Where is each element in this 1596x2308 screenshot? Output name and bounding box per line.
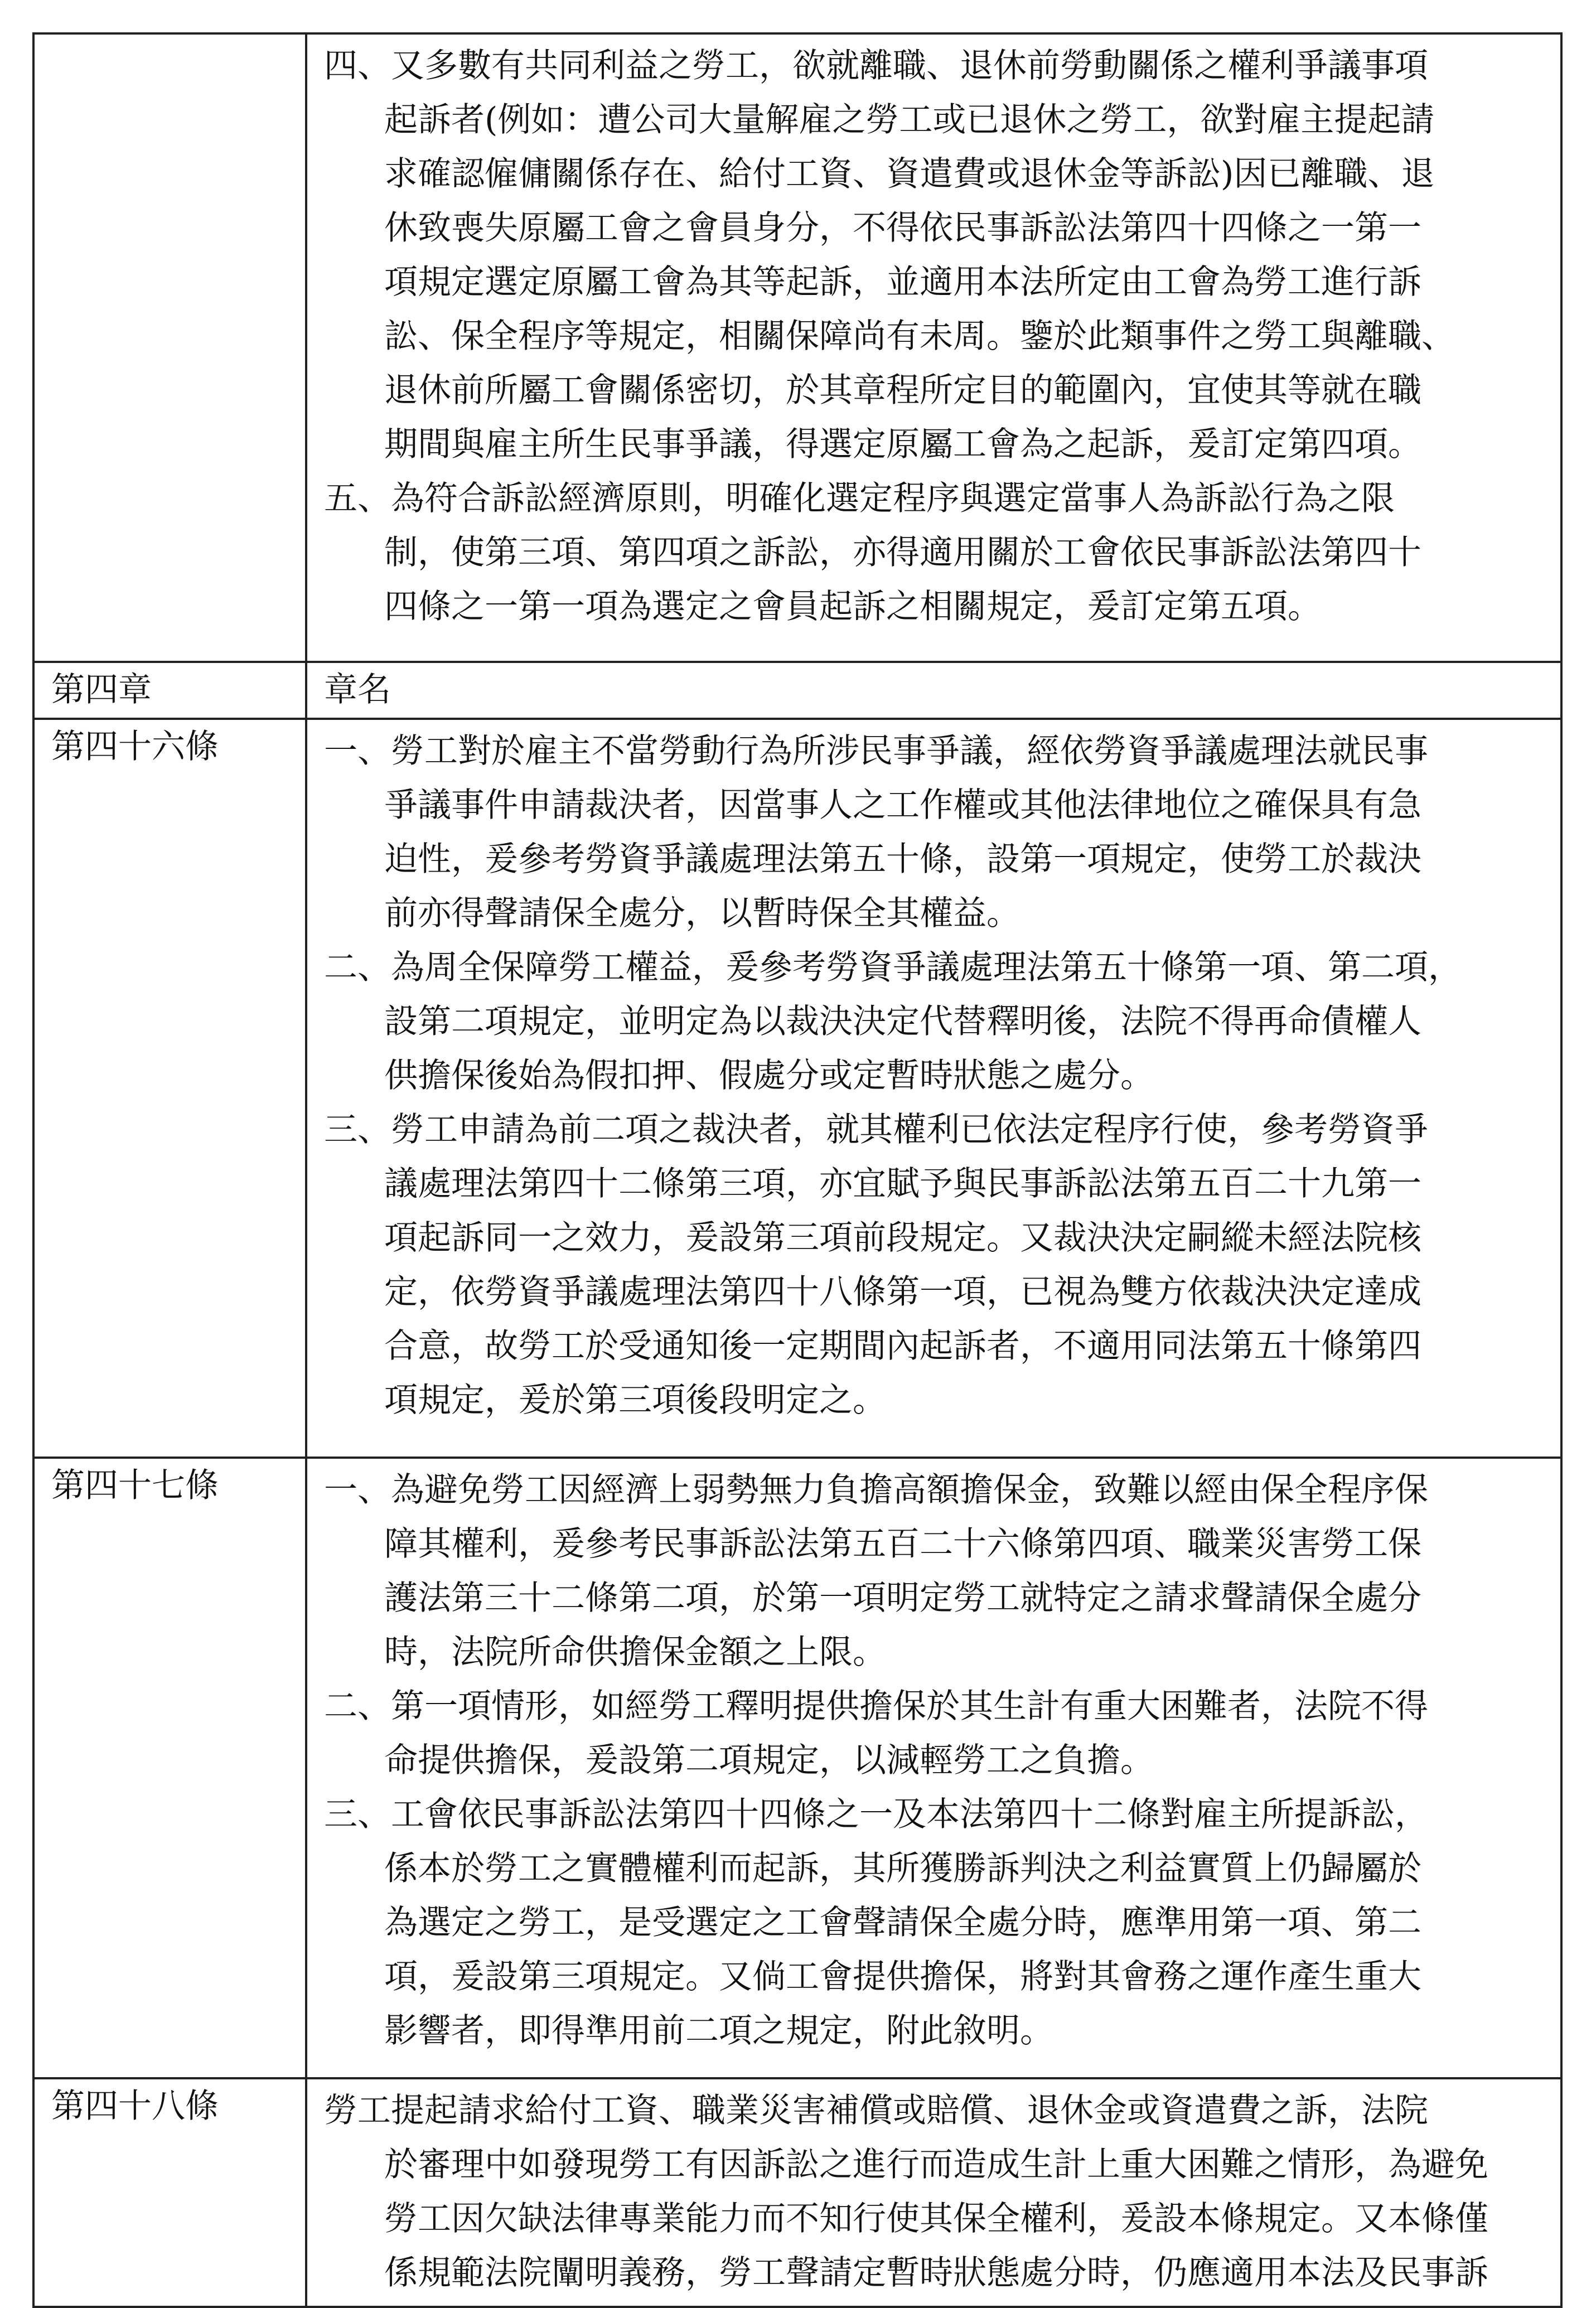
table-row [33,33,1561,662]
explanation-item [324,1680,1549,1788]
text-line: 三、勞工申請為前二項之裁決者，就其權利已依法定程序行使，參考勞資爭 [324,1110,1428,1149]
explanation-cell [306,662,1561,719]
text-line: 障其權利，爰參考民事訴訟法第五百二十六條第四項、職業災害勞工保 [384,1525,1421,1564]
text-line: 迫性，爰參考勞資爭議處理法第五十條，設第一項規定，使勞工於裁決 [384,840,1421,879]
explanation-cell [306,33,1561,662]
text-line: 二、第一項情形，如經勞工釋明提供擔保於其生計有重大困難者，法院不得 [324,1687,1428,1726]
explanation-cell [306,1458,1561,2078]
explanation-item [324,1788,1549,2058]
explanation-item [324,1463,1549,1680]
table-row [33,662,1561,719]
article-label: 第四十七條 [33,1458,306,2078]
text-line: 五、為符合訴訟經濟原則，明確化選定程序與選定當事人為訴訟行為之限 [324,479,1395,518]
text-line: 二、為周全保障勞工權益，爰參考勞資爭議處理法第五十條第一項、第二項， [324,948,1462,987]
explanation-item [324,724,1549,941]
text-line: 為選定之勞工，是受選定之工會聲請保全處分時，應準用第一項、第二 [384,1903,1421,1942]
text-line: 求確認僱傭關係存在、給付工資、資遣費或退休金等訴訟)因已離職、退 [384,154,1435,193]
text-line: 前亦得聲請保全處分，以暫時保全其權益。 [384,894,1020,933]
table-row [33,1458,1561,2078]
text-line: 項規定選定原屬工會為其等起訴，並適用本法所定由工會為勞工進行訴 [384,263,1421,302]
text-line: 四、又多數有共同利益之勞工，欲就離職、退休前勞動關係之權利爭議事項 [324,46,1428,85]
explanation-item [324,941,1549,1103]
table-row [33,719,1561,1458]
text-line: 係規範法院闡明義務，勞工聲請定暫時狀態處分時，仍應適用本法及民事訴 [384,2253,1488,2292]
table-body [33,33,1561,2307]
text-line: 一、勞工對於雇主不當勞動行為所涉民事爭議，經依勞資爭議處理法就民事 [324,732,1428,771]
text-line: 制，使第三項、第四項之訴訟，亦得適用關於工會依民事訴訟法第四十 [384,533,1421,572]
article-label: 第四十八條 [33,2078,306,2307]
article-label: 第四章 [33,662,306,719]
text-line: 供擔保後始為假扣押、假處分或定暫時狀態之處分。 [384,1056,1154,1095]
text-line: 項，爰設第三項規定。又倘工會提供擔保，將對其會務之運作產生重大 [384,1957,1421,1996]
text-line: 期間與雇主所生民事爭議，得選定原屬工會為之起訴，爰訂定第四項。 [384,425,1421,464]
text-line: 三、工會依民事訴訟法第四十四條之一及本法第四十二條對雇主所提訴訟， [324,1795,1428,1834]
explanation-cell [306,719,1561,1458]
text-line: 章名 [324,670,391,709]
article-label: 第四十六條 [33,719,306,1458]
explanation-table [32,32,1563,2308]
text-line: 合意，故勞工於受通知後一定期間內起訴者，不適用同法第五十條第四 [384,1327,1421,1366]
text-line: 護法第三十二條第二項，於第一項明定勞工就特定之請求聲請保全處分 [384,1579,1421,1618]
text-line: 係本於勞工之實體權利而起訴，其所獲勝訴判決之利益實質上仍歸屬於 [384,1849,1421,1888]
explanation-cell [306,2078,1561,2307]
text-line: 爭議事件申請裁決者，因當事人之工作權或其他法律地位之確保具有急 [384,786,1421,825]
explanation-item [324,39,1549,472]
text-line: 起訴者(例如：遭公司大量解雇之勞工或已退休之勞工，欲對雇主提起請 [384,100,1435,139]
text-line: 勞工因欠缺法律專業能力而不知行使其保全權利，爰設本條規定。又本條僅 [384,2199,1488,2238]
text-line: 休致喪失原屬工會之會員身分，不得依民事訴訟法第四十四條之一第一 [384,209,1421,248]
text-line: 勞工提起請求給付工資、職業災害補償或賠償、退休金或資遣費之訴，法院 [324,2091,1428,2130]
text-line: 議處理法第四十二條第三項，亦宜賦予與民事訴訟法第五百二十九第一 [384,1164,1421,1203]
text-line: 項起訴同一之效力，爰設第三項前段規定。又裁決決定嗣縱未經法院核 [384,1218,1421,1257]
text-line: 四條之一第一項為選定之會員起訴之相關規定，爰訂定第五項。 [384,587,1321,626]
explanation-item [324,667,1549,712]
text-line: 定，依勞資爭議處理法第四十八條第一項，已視為雙方依裁決決定達成 [384,1272,1421,1312]
text-line: 一、為避免勞工因經濟上弱勢無力負擔高額擔保金，致難以經由保全程序保 [324,1470,1428,1509]
text-line: 時，法院所命供擔保金額之上限。 [384,1633,886,1672]
text-line: 退休前所屬工會關係密切，於其章程所定目的範圍內，宜使其等就在職 [384,371,1421,410]
explanation-item [324,2084,1549,2300]
explanation-item [324,1103,1549,1428]
explanation-item [324,472,1549,634]
text-line: 設第二項規定，並明定為以裁決決定代替釋明後，法院不得再命債權人 [384,1002,1421,1041]
text-line: 於審理中如發現勞工有因訴訟之進行而造成生計上重大困難之情形，為避免 [384,2145,1488,2184]
text-line: 訟、保全程序等規定，相關保障尚有未周。鑒於此類事件之勞工與離職、 [384,317,1455,356]
table-row [33,2078,1561,2307]
text-line: 項規定，爰於第三項後段明定之。 [384,1381,886,1420]
article-label [33,33,306,662]
text-line: 命提供擔保，爰設第二項規定，以減輕勞工之負擔。 [384,1741,1154,1780]
text-line: 影響者，即得準用前二項之規定，附此敘明。 [384,2011,1053,2050]
